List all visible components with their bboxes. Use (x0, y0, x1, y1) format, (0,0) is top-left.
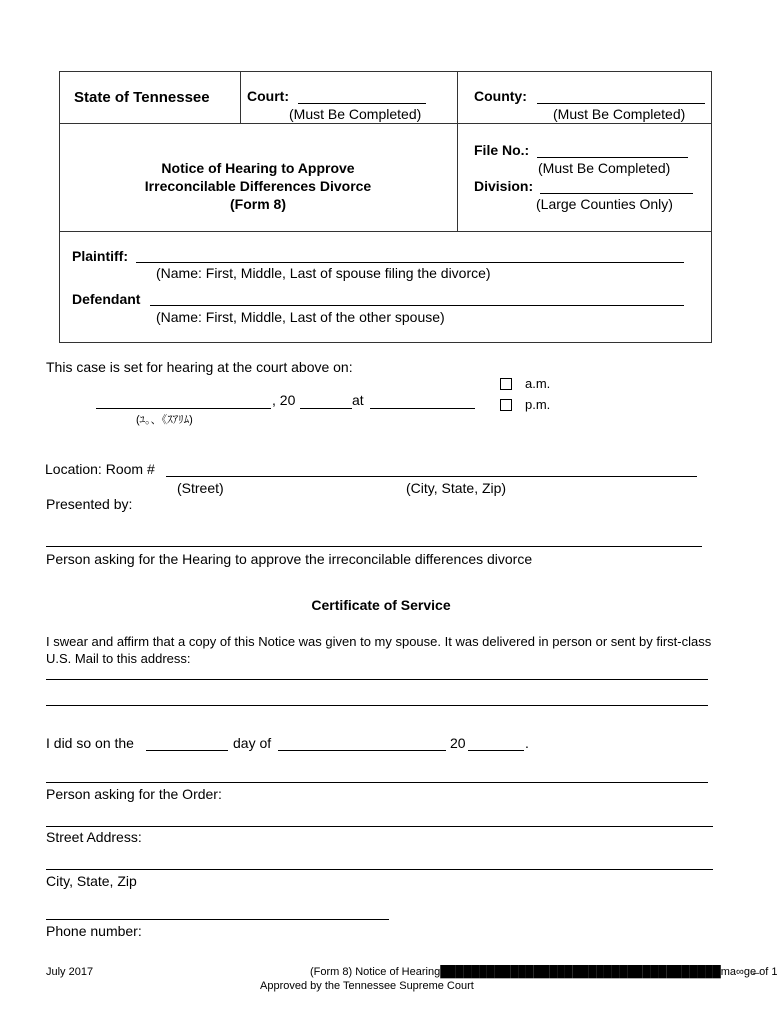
footer-form-ref: (Form 8) Notice of Hearing████████████████████████████████████ma∞ge̶ of 1 (310, 966, 778, 978)
at-label: at (352, 392, 364, 408)
footer-date: July 2017 (46, 966, 94, 978)
did-so-on-label: I did so on the (46, 735, 134, 751)
pm-label: p.m. (525, 397, 551, 412)
hearing-date-field[interactable] (96, 408, 271, 409)
service-month-field[interactable] (278, 750, 446, 751)
plaintiff-hint: (Name: First, Middle, Last of spouse filing the divorce) (156, 265, 491, 281)
file-no-hint: (Must Be Completed) (538, 160, 671, 176)
city-hint: (City, State, Zip) (406, 480, 507, 496)
am-label: a.m. (525, 376, 551, 391)
day-of-label: day of (233, 735, 272, 751)
address-line-2[interactable] (46, 705, 708, 706)
caption-divider-v2 (457, 71, 458, 231)
certificate-title: Certificate of Service (311, 597, 451, 613)
file-no-field[interactable] (537, 157, 688, 158)
order-person-field[interactable] (46, 782, 708, 783)
form-title-line1: Notice of Hearing to Approve (161, 160, 355, 176)
presenter-caption: Person asking for the Hearing to approve the irreconcilable differences divorce (46, 551, 533, 567)
street-hint: (Street) (177, 480, 224, 496)
presenter-signature-field[interactable] (46, 546, 702, 547)
year-prefix: , 20 (272, 392, 296, 408)
defendant-field[interactable] (150, 305, 684, 306)
service-year-field[interactable] (468, 750, 524, 751)
defendant-label: Defendant (72, 291, 141, 307)
am-checkbox[interactable] (500, 378, 512, 390)
person-order-label: Person asking for the Order: (46, 786, 222, 802)
defendant-hint: (Name: First, Middle, Last of the other spouse) (156, 309, 445, 325)
county-field[interactable] (537, 103, 705, 104)
form-title-line2: Irreconcilable Differences Divorce (144, 178, 372, 194)
plaintiff-field[interactable] (136, 262, 684, 263)
plaintiff-label: Plaintiff: (72, 248, 128, 264)
presented-by-label: Presented by: (46, 496, 133, 512)
form-title-line3: (Form 8) (230, 196, 286, 212)
county-label: County: (474, 88, 527, 104)
division-hint: (Large Counties Only) (536, 196, 673, 212)
certificate-statement: I swear and affirm that a copy of this Notice was given to my spouse. It was delivered in person or sent by first-class U.S. Mail to this address: (46, 634, 712, 666)
location-field[interactable] (166, 476, 697, 477)
footer-approved: Approved by the Tennessee Supreme Court (260, 980, 474, 992)
hearing-year-field[interactable] (300, 408, 352, 409)
court-field[interactable] (298, 103, 426, 104)
date-hint: (ﾕ｡、《ｽｱﾘﾑ) (136, 414, 193, 426)
court-hint: (Must Be Completed) (289, 106, 422, 122)
caption-divider-bottom (59, 231, 711, 232)
file-no-label: File No.: (474, 142, 530, 158)
pm-checkbox[interactable] (500, 399, 512, 411)
phone-label: Phone number: (46, 923, 142, 939)
location-label: Location: Room # (45, 461, 155, 477)
court-label: Court: (247, 88, 289, 104)
service-year-prefix: 20 (450, 735, 466, 751)
service-year-suffix: . (525, 735, 529, 751)
service-day-field[interactable] (146, 750, 228, 751)
city-state-zip-field[interactable] (46, 869, 713, 870)
street-address-label: Street Address: (46, 829, 142, 845)
division-field[interactable] (540, 193, 693, 194)
county-hint: (Must Be Completed) (553, 106, 686, 122)
phone-field[interactable] (46, 919, 389, 920)
caption-divider-top (59, 123, 711, 124)
hearing-time-field[interactable] (370, 408, 475, 409)
caption-divider-v1 (240, 71, 241, 123)
street-address-field[interactable] (46, 826, 713, 827)
address-line-1[interactable] (46, 679, 708, 680)
city-state-zip-label: City, State, Zip (46, 873, 137, 889)
state-name: State of Tennessee (74, 89, 210, 106)
hearing-intro: This case is set for hearing at the court above on: (46, 359, 353, 375)
division-label: Division: (474, 178, 534, 194)
